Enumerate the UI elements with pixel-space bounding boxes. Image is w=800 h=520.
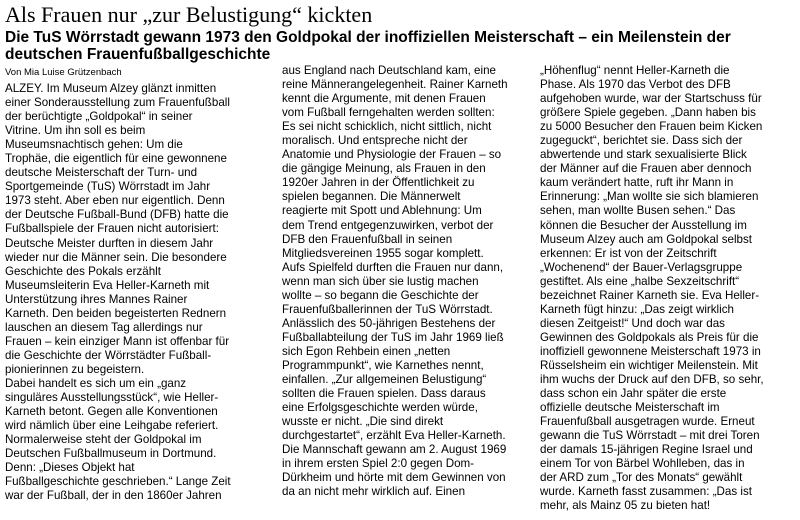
text-line: Sportgemeinde (TuS) Wörrstadt im Jahr: [5, 180, 211, 194]
text-line: wollte – so begann die Geschichte der: [282, 288, 479, 302]
text-line: inoffiziell gewonnene Meisterschaft 1973 in: [540, 344, 761, 358]
text-line: sich Egon Rehbein einen „netten: [282, 344, 451, 358]
text-line: singuläres Ausstellungsstück“, wie Heller-: [5, 391, 219, 405]
text-line: in ihrem ersten Spiel 2:0 gegen Dom-: [282, 457, 475, 471]
text-line: reine Männerangelegenheit. Rainer Karneth: [282, 78, 508, 92]
text-line: wenn man sich über sie lustig machen: [282, 274, 479, 288]
text-line: aus England nach Deutschland kam, eine: [282, 64, 496, 77]
text-line: Phase. Als 1970 das Verbot des DFB: [540, 78, 731, 92]
text-line: „Wochenend“ der Bauer-Verlagsgruppe: [540, 260, 743, 274]
text-line: durchgestartet“, erzählt Eva Heller-Karneth.: [282, 429, 506, 443]
text-line: die Geschichte der Wörrstädter Fußball-: [5, 348, 212, 362]
text-line: war der Fußball, der in den 1860er Jahren: [5, 489, 222, 503]
text-line: „Höhenflug“ nennt Heller-Karneth die: [540, 64, 730, 77]
text-line: Trophäe, die eigentlich für eine gewonnene: [5, 152, 227, 166]
text-line: erkennen: Er ist von der Zeitschrift: [540, 246, 717, 260]
text-line: ihm wuchs der Druck auf den DFB, so sehr,: [540, 373, 764, 387]
article-byline: Von Mia Luise Grützenbach: [5, 67, 122, 78]
text-line: dass schon ein Jahr später die erste: [540, 387, 727, 401]
text-line: Programmpunkt“, wie Karnethes nennt,: [282, 358, 484, 372]
article-subheadline: Die TuS Wörrstadt gewann 1973 den Goldpokal der inoffiziellen Meisterschaft – ein Meilenstein der deutschen Frauenfußballgeschichte: [5, 29, 731, 63]
text-line: Museum Alzey auch am Goldpokal selbst: [540, 232, 753, 246]
text-line: der berüchtigte „Goldpokal“ in seiner: [5, 110, 193, 124]
text-line: kaum verändert hatte, ruft ihr Mann in: [540, 176, 734, 190]
text-line: Deutschen Fußballmuseum in Dortmund.: [5, 447, 217, 461]
text-line: aufgehoben wurde, war der Startschuss für: [540, 92, 762, 106]
text-line: können die Besucher der Ausstellung im: [540, 218, 747, 232]
text-line: Unterstützung ihres Mannes Rainer: [5, 292, 188, 306]
text-line: Karneth. Den beiden begeisterten Rednern: [5, 306, 227, 320]
text-line: Fußballabteilung der TuS im Jahr 1969 ließ: [282, 330, 504, 344]
text-line: Geschichte des Pokals erzählt: [5, 264, 161, 278]
text-line: Anatomie und Physiologie der Frauen – so: [282, 148, 502, 162]
text-line: einem Tor von Bärbel Wohlleben, das in: [540, 457, 745, 471]
text-line: eine Erfolgsgeschichte werden würde,: [282, 401, 478, 415]
article-column-1: [5, 82, 265, 518]
text-line: bezeichnet Rainer Karneth sie. Eva Heller-: [540, 288, 760, 302]
text-line: Deutsche Meister durften in diesem Jahr: [5, 236, 214, 250]
text-line: deutsche Meisterschaft der Turn- und: [5, 166, 198, 180]
text-line: Mitgliedsvereinen 1955 sogar komplett.: [282, 246, 484, 260]
text-line: vom Fußball ferngehalten werden sollten:: [282, 106, 495, 120]
text-line: gestiftet. Als eine „halbe Sexzeitschrift“: [540, 274, 740, 288]
text-line: zugeguckt“, berichtet sie. Dass sich der: [540, 134, 743, 148]
text-line: 1920er Jahren in der Öffentlichkeit zu: [282, 176, 475, 190]
text-line: wieder nur die Männer sein. Die besondere: [5, 250, 227, 264]
text-line: da an nicht mehr wirklich auf. Einen: [282, 485, 466, 499]
text-line: Dabei handelt es sich um ein „ganz: [5, 376, 187, 390]
text-line: Karneth betont. Gegen alle Konventionen: [5, 405, 218, 419]
text-line: abwertende und stark sexualisierte Blick: [540, 148, 747, 162]
text-line: sehen, man wollte Busen sehen.“ Das: [540, 204, 736, 218]
text-line: Frauenfußball ausgetragen wurde. Erneut: [540, 415, 755, 429]
text-line: der damals 15-jährigen Regine Israel und: [540, 443, 753, 457]
text-line: offizielle deutsche Meisterschaft im: [540, 401, 720, 415]
text-line: reagierte mit Spott und Ablehnung: Um: [282, 204, 482, 218]
text-line: mehr, als Mainz 05 zu bieten hat!: [540, 499, 711, 513]
text-line: Frauenfußballerinnen der TuS Wörrstadt.: [282, 302, 493, 316]
text-line: pionierinnen zu begeistern.: [5, 362, 145, 376]
text-line: einer Sonderausstellung zum Frauenfußball: [5, 96, 230, 110]
text-line: kennt die Argumente, mit denen Frauen: [282, 92, 486, 106]
text-line: wurde. Karneth fasst zusammen: „Das ist: [540, 485, 752, 499]
text-line: gewann die TuS Wörrstadt – mit drei Toren: [540, 429, 760, 443]
text-line: Aufs Spielfeld durften die Frauen nur dann,: [282, 260, 504, 274]
text-line: Frauen – kein einziger Mann ist offenbar für: [5, 334, 230, 348]
article-column-3: [540, 64, 800, 513]
text-line: zu 5000 Besucher den Frauen beim Kicken: [540, 120, 763, 134]
text-line: Fußballspiele der Frauen nicht autorisiert:: [5, 222, 219, 236]
text-line: DFB den Frauenfußball in seinen: [282, 232, 453, 246]
text-line: 1973 steht. Aber eben nur eigentlich. Denn: [5, 194, 225, 208]
text-line: moralisch. Und entspreche nicht der: [282, 134, 468, 148]
text-line: Es sei nicht schicklich, nicht sittlich, nicht: [282, 120, 492, 134]
text-line: Normalerweise steht der Goldpokal im: [5, 433, 202, 447]
text-line: der ARD zum „Tor des Monats“ gewählt: [540, 471, 743, 485]
text-line: wird nämlich über eine Leihgabe referiert.: [5, 419, 219, 433]
text-line: Gewinnen des Goldpokals als Preis für die: [540, 330, 759, 344]
text-line: Museumsnachtisch gehen: Um die: [5, 138, 183, 152]
article-column-2: [282, 64, 542, 500]
text-line: Vitrine. Um ihn soll es beim: [5, 124, 146, 138]
text-line: größere Spiele gegeben. „Dann haben bis: [540, 106, 756, 120]
text-line: Rüsselsheim ein wichtiger Meilenstein. Mit: [540, 358, 758, 372]
text-line: spielen begannen. Die Männerwelt: [282, 190, 461, 204]
text-line: wusste er nicht. „Die sind direkt: [282, 415, 444, 429]
text-line: die gängige Meinung, als Frauen in den: [282, 162, 486, 176]
text-line: Denn: „Dieses Objekt hat: [5, 461, 135, 475]
text-line: einfallen. „Zur allgemeinen Belustigung“: [282, 373, 487, 387]
text-line: Fußballgeschichte geschrieben.“ Lange Zeit: [5, 475, 231, 489]
text-line: diesen Zeitgeist!“ Und doch war das: [540, 316, 725, 330]
text-line: Erinnerung: „Man wollte sie sich blamieren: [540, 190, 759, 204]
text-line: dem Trend entgegenzuwirken, verbot der: [282, 218, 494, 232]
text-line: Die Mannschaft gewann am 2. August 1969: [282, 443, 507, 457]
text-line: der Männer auf die Frauen aber dennoch: [540, 162, 752, 176]
text-line: Museumsleiterin Eva Heller-Karneth mit: [5, 278, 210, 292]
text-line: ALZEY. Im Museum Alzey glänzt inmitten: [5, 82, 217, 95]
text-line: Dürkheim und hörte mit dem Gewinnen von: [282, 471, 506, 485]
text-line: der Deutsche Fußball-Bund (DFB) hatte die: [5, 208, 229, 222]
text-line: Karneth fügt hinzu: „Das zeigt wirklich: [540, 302, 734, 316]
text-line: Anlässlich des 50-jährigen Bestehens der: [282, 316, 496, 330]
article-headline: Als Frauen nur „zur Belustigung“ kickten: [5, 2, 373, 27]
text-line: sollten die Frauen spielen. Dass daraus: [282, 387, 486, 401]
text-line: lauschen an diesem Tag allerdings nur: [5, 320, 203, 334]
